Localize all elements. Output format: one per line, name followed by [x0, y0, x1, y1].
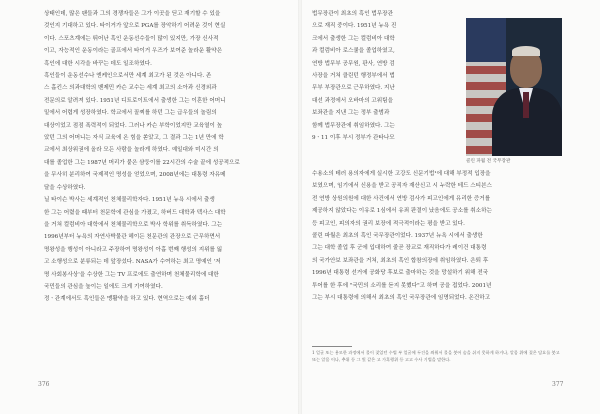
text-line: 보였으며, 임기에서 신용을 받고 공직자 재산신고 시 누락한 테드 스티븐스: [312, 183, 492, 190]
text-line: 보좌관을 지낸 그는 정부 출범과: [312, 110, 390, 117]
text-line: 흑인들이 운동선수나 엔케인으로서만 세계 최고가 된 것은 아니다. 존: [44, 73, 212, 80]
text-line: 수용소의 테러 용의자에게 실시한 고강도 신문기법¹에 대해 부정적 입장을: [312, 171, 491, 177]
footnote-rule: [312, 346, 352, 347]
page-number-left: 376: [38, 381, 50, 388]
text-line: 대선 과정에서 오바마의 고위팀을: [312, 97, 393, 104]
left-page-text: [44, 8, 282, 306]
text-line: 9ㆍ11 이후 부시 정부가 관타나모: [312, 135, 395, 142]
footnote-line: 또는 알몸 이나, 추위 등 그 빛 같은 고 가혹행위 등 고고 수사 기법을 말한다.: [312, 356, 451, 362]
text-line: 명 사회봉사상'을 수상한 그는 TV 프로에도 출연하며 천체물리학에 대한: [44, 271, 219, 278]
text-line: 밑에서 어렵게 성장하였다. 학교에서 꼴찌를 하던 그는 급우들의 놀림의: [44, 110, 217, 117]
text-line: 법무장관이 최초의 흑인 법무장관: [312, 11, 393, 17]
text-line: 을 거쳐 컬럼비아 대학에서 천체물리학으로 박사 학위를 취득하였다. 그는: [44, 221, 223, 228]
text-line: 등 피고인, 피의자의 권리 보장에 적극적이라는 평을 받고 있다.: [312, 220, 465, 227]
text-line: 이고, 자능적인 운동이라는 골프에서 타이거 우즈가 보여준 놀라운 활약은: [44, 48, 223, 55]
book-gutter: [298, 0, 302, 414]
text-line: 정ㆍ관계에서도 흑인들은 맹활약을 하고 있다. 현역으로는 예외 홀더: [44, 296, 210, 303]
text-line: 1996년부터 뉴욕의 자연사박물관 헤이든 천문관의 관장으로 근무하면서: [44, 234, 221, 241]
text-line: 흑인에 대한 시각을 바꾸는 데도 일조하였다.: [44, 60, 152, 67]
text-line: 한 그는 어렸을 때부터 천문학에 관심을 가졌고, 하버드 대학과 텍사스 대학: [44, 209, 226, 216]
text-line: 을 무사히 분리하여 국제적인 명성을 얻었으며, 2008년에는 대통령 자유메: [44, 172, 226, 179]
text-line: 1996년 대통령 선거에 공화당 후보로 출마하는 것을 망설하기 위해 전국: [312, 270, 489, 277]
footnote: [312, 350, 564, 363]
page-number-right: 377: [552, 381, 564, 388]
text-line: 그는 대학 졸업 후 군에 입대하여 줄곧 장교로 재직하다가 레이건 대통령: [312, 245, 487, 252]
text-line: 국민들의 관심을 높이는 일에도 크게 기여하였다.: [44, 283, 163, 290]
text-line: 크에서 출생한 그는 컬럼비아 대학: [312, 35, 395, 42]
text-line: 제공하지 않았다는 이유로 1심에서 유죄 판결이 났음에도 공소를 취소하는: [312, 208, 492, 215]
text-line: 대상이었고 점점 폭력적이 되었다. 그러나 카슨 부학이었지만 교육열이 높: [44, 122, 223, 129]
text-line: 과 컬럼비아 로스쿨을 졸업하였고,: [312, 48, 395, 55]
text-line: 상태인데, 많은 팬들과 그의 경쟁자들은 그가 이곳을 딛고 재기할 수 있을: [44, 11, 221, 17]
text-line: 무부 부장관으로 근무하였다. 지난: [312, 85, 395, 92]
text-line: 스 홉킨스 의과대학의 벤제민 카슨 교수는 세계 최고의 소아과 신경외과: [44, 85, 217, 92]
footnote-line: 1 얼굴 또는 용모한 과정에서 물이 젖었던 수법 부 얼굴에 두건을 씌워서 물을 붓어 숨을 쉬지 못하게 하거나, 알몸 위에 젖은 담요를 붓고: [312, 350, 560, 355]
text-line: 고 소행성으로 분류되는 데 앞장섰다. NASA가 수여하는 최고 명예인 '저: [44, 259, 221, 266]
right-page-text-bottom: [312, 168, 562, 304]
text-line: 이다. 스포츠계에는 뛰어난 흑인 운동선수들이 많이 있지만, 가장 신사적: [44, 35, 219, 42]
portrait-photo: [466, 18, 562, 156]
text-line: 투어를 한 후에 "국민의 소리를 듣지 못했다"고 하며 공을 접었다. 2001년: [312, 282, 492, 289]
text-line: 것인지 기대하고 있다. 타이거가 앞으로 PGA를 장악하기 어려운 것이 현실: [44, 23, 226, 30]
text-line: 의 국가안보 보좌관을 거쳐, 최초의 흑인 합참의장에 취임하였다. 은퇴 후: [312, 257, 489, 264]
flag-canton: [466, 18, 506, 62]
tie-shape: [523, 92, 529, 118]
text-line: 콜린 파월은 최초의 흑인 국무장관이었다. 1937년 뉴욕 시에서 출생한: [312, 233, 483, 240]
text-line: 사장을 거쳐 클린턴 행정부에서 법: [312, 73, 395, 80]
text-line: 연방 법무부 공무원, 판사, 연방 검: [312, 60, 395, 67]
text-line: 달을 수상하였다.: [44, 184, 86, 191]
text-line: 전 연방 상원의원에 대한 사건에서 연방 검사가 피고인에게 유리한 증거를: [312, 195, 491, 202]
text-line: 았던 그의 어머니는 자식 교육에 온 힘을 쏟았고, 그 결과 그는 1년 만에 학: [44, 135, 224, 142]
text-line: 전문의로 알려져 있다. 1951년 디트로이트에서 출생한 그는 이혼한 어머니: [44, 97, 226, 104]
hair-shape: [512, 46, 540, 56]
text-line: 대를 졸업한 그는 1987년 머리가 붙은 샴둥이를 22시간의 수술 끝에 성공적으로: [44, 159, 240, 166]
text-line: 교에서 최상위권에 올라 모든 사람을 놀라게 하였다. 예일대와 미시간 의: [44, 147, 219, 154]
text-line: 으로 재직 중이다. 1951년 뉴욕 진: [312, 23, 397, 30]
photo-caption: 콜린 파월 전 국무장관: [466, 159, 511, 164]
text-line: 닐 타이슨 박사는 세계적인 천체물리학자다. 1951년 뉴욕 시에서 출생: [44, 197, 215, 204]
right-page-text-top: [312, 8, 460, 144]
text-line: 그는 부시 대통령에 의해서 최초의 흑인 국무장관에 임명되었다. 온건하고: [312, 295, 491, 302]
text-line: 함께 법무장관에 취임하였다. 그는: [312, 122, 395, 129]
text-line: 명왕성을 행성이 아니라고 주장하여 명왕성이 아홉 번째 행성의 지위를 잃: [44, 246, 223, 253]
